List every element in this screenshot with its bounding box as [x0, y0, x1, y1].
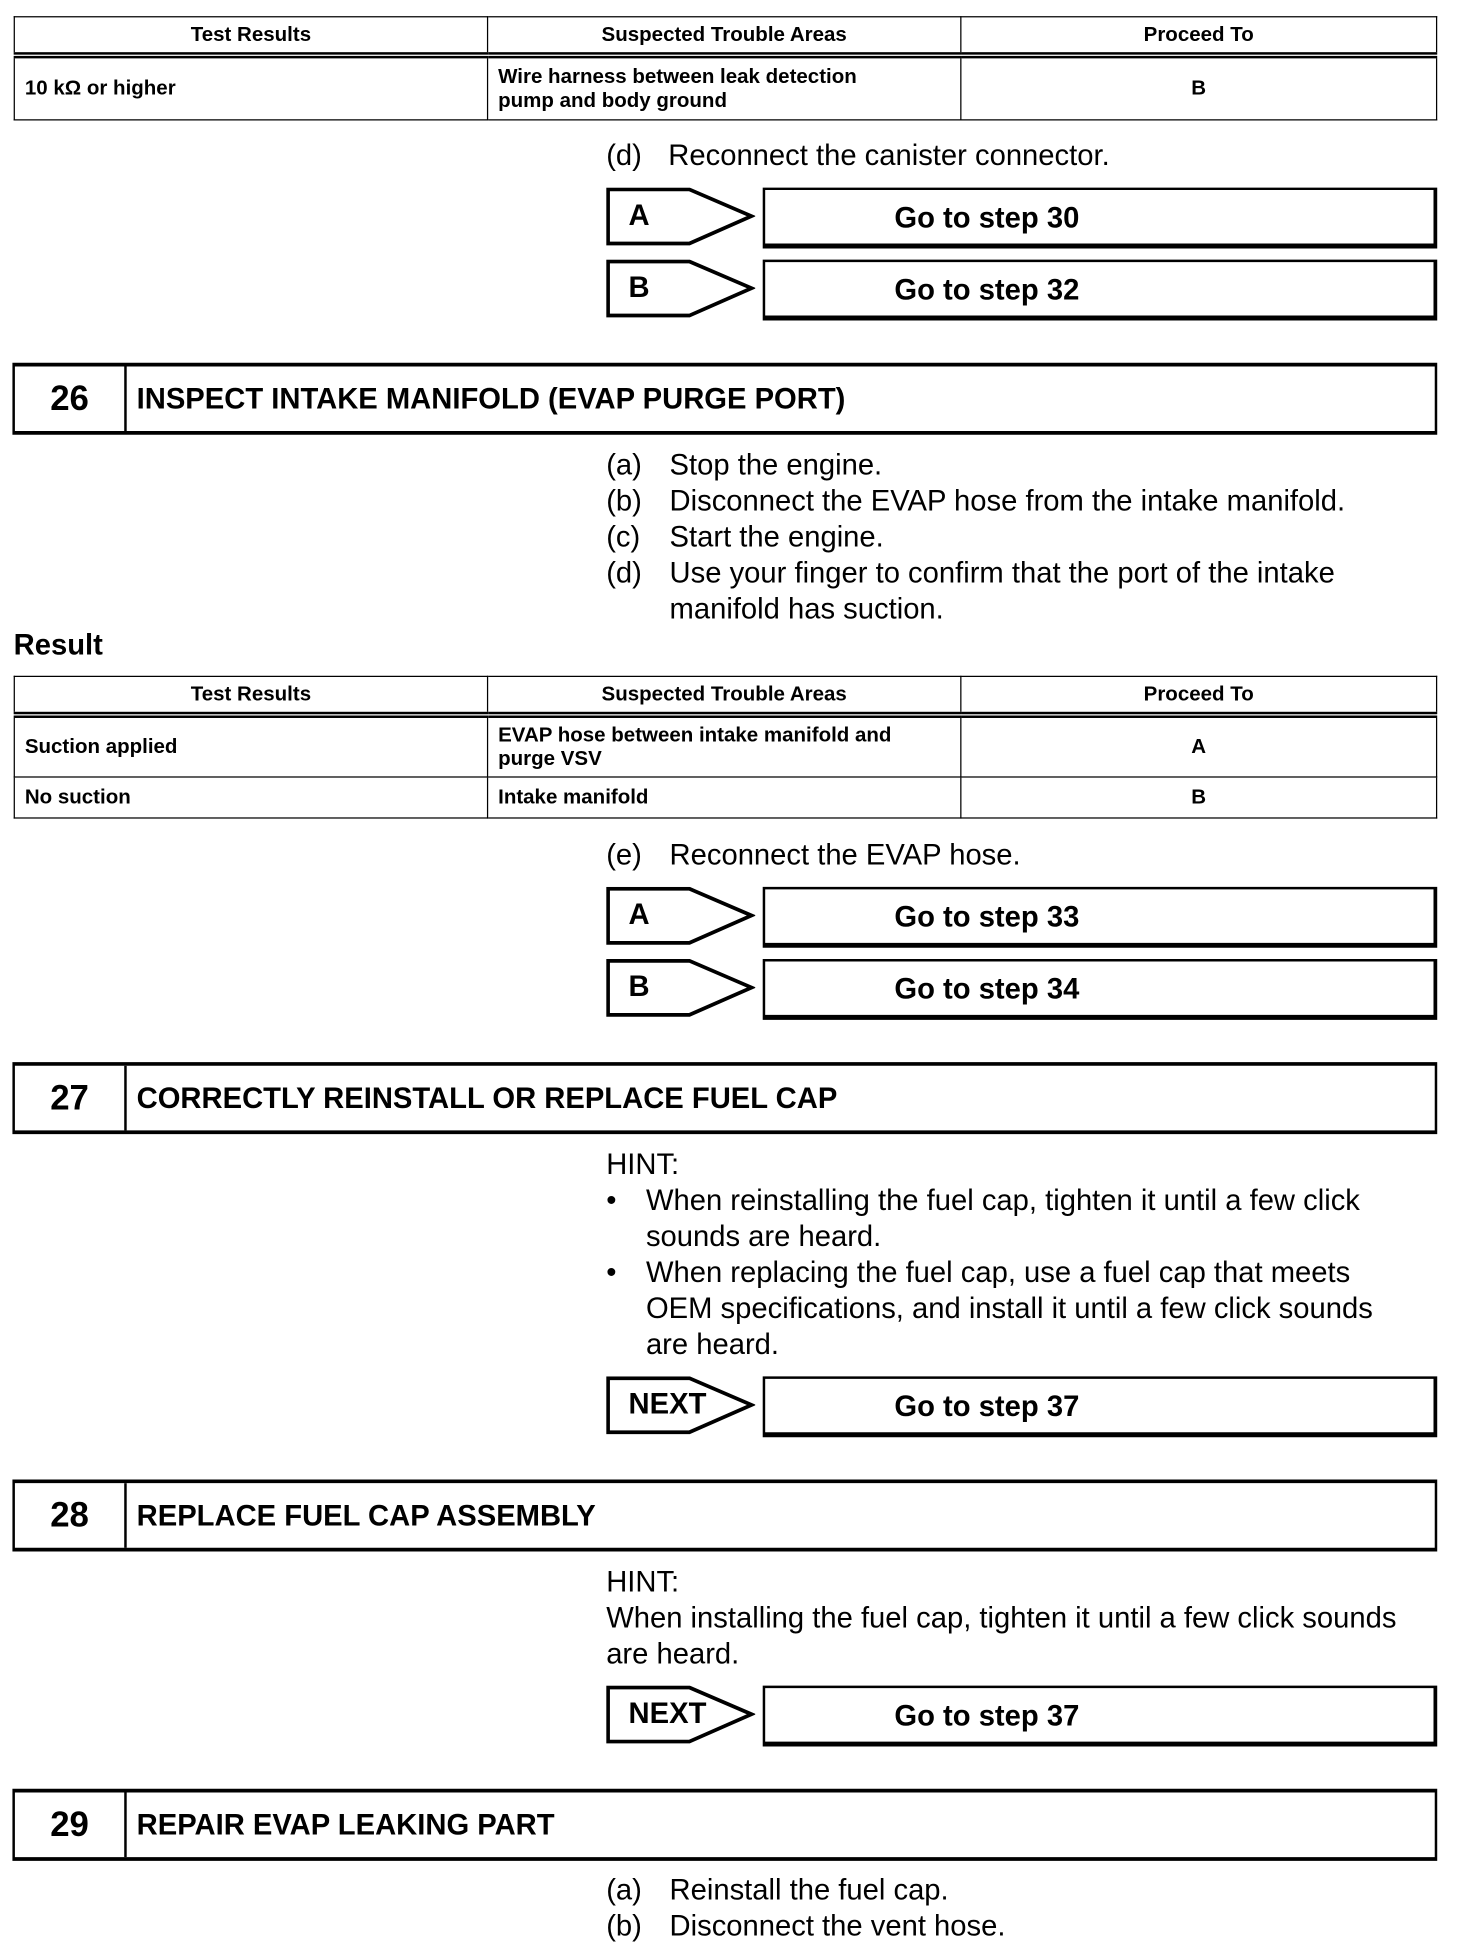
step-number: 26	[15, 366, 127, 431]
result-table-step25	[14, 16, 1438, 120]
table-row	[14, 715, 1436, 777]
bullet-icon: •	[606, 1255, 617, 1289]
step-number: 29	[15, 1792, 127, 1857]
next-tab[interactable]: NEXT	[606, 1686, 755, 1746]
go-to-step-box[interactable]: Go to step 37	[763, 1376, 1438, 1437]
col-header-trouble-areas: Suspected Trouble Areas	[488, 17, 961, 56]
trouble-area-cell: Wire harness between leak detection pump and body ground	[488, 55, 961, 120]
result-label: Result	[13, 628, 103, 661]
col-header-proceed-to: Proceed To	[961, 17, 1437, 56]
proceed-to-cell: B	[961, 777, 1437, 818]
test-result-cell: 10 kΩ or higher	[14, 55, 487, 120]
go-to-step-box[interactable]: Go to step 34	[763, 959, 1438, 1020]
table-row	[14, 55, 1436, 120]
go-to-step-box[interactable]: Go to step 30	[763, 188, 1438, 249]
test-result-cell: No suction	[14, 777, 487, 818]
bullet-icon: •	[606, 1183, 617, 1217]
step-header-27	[12, 1062, 1437, 1134]
col-header-proceed-to: Proceed To	[961, 676, 1437, 715]
branch-tab-b[interactable]: B	[606, 260, 755, 320]
next-tab[interactable]: NEXT	[606, 1376, 755, 1436]
step-item: (a) Reinstall the fuel cap.	[606, 1873, 949, 1906]
step-item: (e) Reconnect the EVAP hose.	[606, 838, 1021, 871]
col-header-test-results: Test Results	[14, 17, 487, 56]
go-to-step-box[interactable]: Go to step 32	[763, 260, 1438, 321]
trouble-area-cell: Intake manifold	[488, 777, 961, 818]
proceed-to-cell: A	[961, 715, 1437, 777]
step-header-26	[12, 363, 1437, 435]
step-item: (c) Start the engine.	[606, 520, 884, 553]
step-item: (d) Reconnect the canister connector.	[606, 139, 1110, 172]
table-row	[14, 777, 1436, 818]
branch-tab-b[interactable]: B	[606, 959, 755, 1019]
hint-label: HINT:	[606, 1147, 680, 1181]
step-number: 27	[15, 1066, 127, 1131]
branch-tab-a[interactable]: A	[606, 188, 755, 248]
trouble-area-cell: EVAP hose between intake manifold and purge VSV	[488, 715, 961, 777]
branch-tab-a[interactable]: A	[606, 887, 755, 947]
go-to-step-box[interactable]: Go to step 37	[763, 1686, 1438, 1747]
proceed-to-cell: B	[961, 55, 1437, 120]
col-header-trouble-areas: Suspected Trouble Areas	[488, 676, 961, 715]
step-number: 28	[15, 1483, 127, 1548]
hint-bullet: • When reinstalling the fuel cap, tighten it until a few click sounds are heard.	[606, 1183, 1360, 1253]
step-item: (b) Disconnect the EVAP hose from the intake manifold.	[606, 484, 1346, 517]
step-item: (b) Disconnect the vent hose.	[606, 1909, 1006, 1942]
hint-text: When installing the fuel cap, tighten it until a few click sounds are heard.	[606, 1601, 1397, 1670]
hint-label: HINT:	[606, 1565, 680, 1598]
result-table-step26	[14, 676, 1438, 819]
col-header-test-results: Test Results	[14, 676, 487, 715]
hint-bullet: • When replacing the fuel cap, use a fuel cap that meets OEM specifications, and install it until a few click sounds are heard.	[606, 1255, 1373, 1361]
test-result-cell: Suction applied	[14, 715, 487, 777]
step-title: REPLACE FUEL CAP ASSEMBLY	[136, 1499, 596, 1532]
step-item: (a) Stop the engine.	[606, 448, 883, 481]
step-header-29	[12, 1789, 1437, 1861]
step-title: INSPECT INTAKE MANIFOLD (EVAP PURGE PORT)	[136, 382, 846, 415]
step-title: CORRECTLY REINSTALL OR REPLACE FUEL CAP	[136, 1081, 838, 1115]
step-title: REPAIR EVAP LEAKING PART	[136, 1808, 555, 1841]
step-header-28	[12, 1479, 1437, 1551]
go-to-step-box[interactable]: Go to step 33	[763, 887, 1438, 948]
step-item: (d) Use your finger to confirm that the port of the intake manifold has suction.	[606, 556, 1335, 625]
